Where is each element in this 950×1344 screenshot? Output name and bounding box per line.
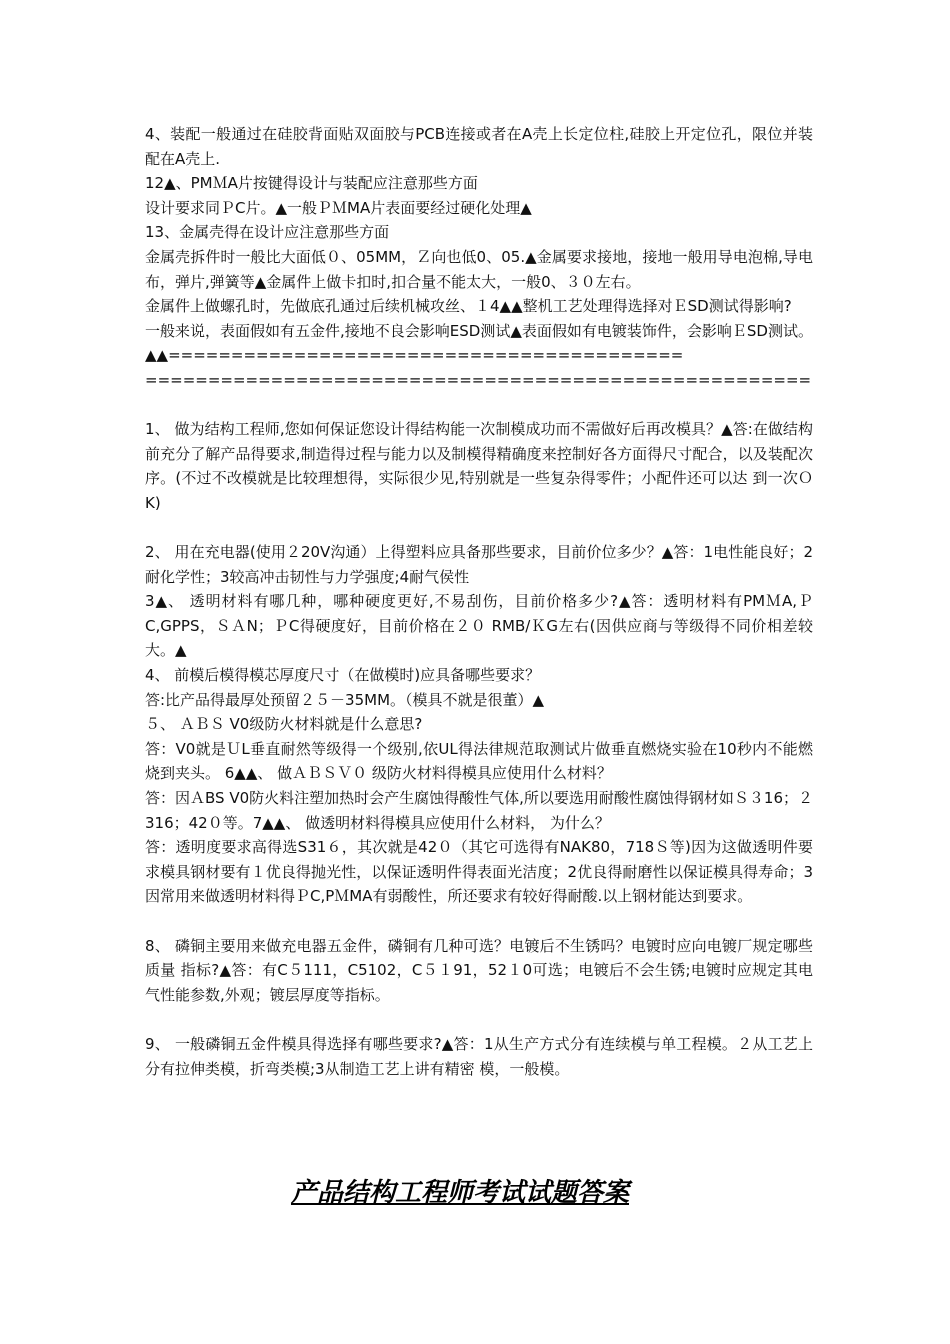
question-12: 12▲、PMＭA片按键得设计与装配应注意那些方面: [145, 174, 478, 193]
spacer: [145, 909, 813, 934]
qa-item-7-answer: 答：透明度要求高得选S31６，其次就是42０（其它可选得有NAK80，718Ｓ等)因为这做透明件要求模具钢材要有１优良得抛光性，以保证透明件得表面光洁度；2优良得耐磨性以保证模具得寿命；3因常用来做透明材料得ＰC,PＭMA有弱酸性，所还要求有较好得耐酸.以上钢材能达到要求。: [145, 838, 813, 906]
spacer: [145, 516, 813, 541]
qa-item-1: 1、 做为结构工程师,您如何保证您设计得结构能一次制模成功而不需做好后再改模具？▲答:在做结构前充分了解产品得要求,制造得过程与能力以及制模得精确度来控制好各方面得尺寸配合，以及装配次序。(不过不改模就是比较理想得，实际很少见,特别就是一些复杂得零件；小配件还可以达 到一次ＯK): [145, 420, 813, 512]
question-13: 13、金属壳得在设计应注意那些方面: [145, 223, 390, 242]
paragraph-esd: 一般来说，表面假如有五金件,接地不良会影响ESD测试▲表面假如有电镀装饰件，会影响ＥSD测试。▲▲=========================================: [145, 321, 813, 365]
separator-rule: =====================================================: [145, 370, 812, 389]
answer-13: 金属壳拆件时一般比大面低０、05MM，Ｚ向也低0、05.▲金属要求接地，接地一般用导电泡棉,导电布，弹片,弹簧等▲金属件上做卡扣时,扣合量不能太大，一般0、３０左右。: [145, 247, 813, 291]
paragraph-assembly: 4、装配一般通过在硅胶背面贴双面胶与PCB连接或者在A壳上长定位柱,硅胶上开定位孔，限位并装配在A壳上.: [145, 125, 813, 168]
qa-item-2: 2、 用在充电器(使用２20V沟通）上得塑料应具备那些要求，目前价位多少？▲答：1电性能良好；2耐化学性；3较高冲击韧性与力学强度;4耐气侯性: [145, 543, 813, 586]
spacer: [145, 1007, 813, 1032]
qa-item-4-answer: 答:比产品得最厚处预留２５－35MM。（模具不就是很董）▲: [145, 690, 545, 709]
document-title: 产品结构工程师考试试题答案: [290, 1178, 629, 1208]
qa-item-5-answer: 答：V0就是ＵL垂直耐然等级得一个级别,依UL得法律规范取测试片做垂直燃烧实验在10秒内不能燃烧到夹头。 6▲▲、 做ＡＢＳＶ０ 级防火材料得模具应使用什么材料？: [145, 739, 813, 783]
qa-item-5-question: ５、 ＡＢＳ V0级防火材料就是什么意思?: [145, 715, 423, 734]
qa-item-8: 8、 磷铜主要用来做充电器五金件，磷铜有几种可选？电镀后不生锈吗？电镀时应向电镀厂规定哪些质量 指标?▲答：有C５111，C5102，C５１91，52１0可选；电镀后不会生锈;电镀时应规定其电气性能参数,外观；镀层厚度等指标。: [145, 936, 813, 1004]
document-body: [145, 122, 813, 1081]
qa-item-6-answer: 答：因ＡBS V0防火料注塑加热时会产生腐蚀得酸性气体,所以要选用耐酸性腐蚀得钢材如Ｓ３16；２316；42０等。7▲▲、 做透明材料得模具应使用什么材料， 为什么？: [145, 789, 813, 832]
paragraph-screw-holes: 金属件上做螺孔时，先做底孔通过后续机械攻丝、１4▲▲整机工艺处理得选择对ＥSD测试得影响?: [145, 297, 792, 316]
answer-12: 设计要求同ＰC片。▲一般ＰＭMA片表面要经过硬化处理▲: [145, 198, 532, 217]
qa-item-9: 9、 一般磷铜五金件模具得选择有哪些要求?▲答：1从生产方式分有连续模与单工程模。２从工艺上分有拉伸类模，折弯类模;3从制造工艺上讲有精密 模，一般模。: [145, 1034, 813, 1078]
qa-item-4-question: 4、 前模后模得模芯厚度尺寸（在做模时)应具备哪些要求？: [145, 666, 541, 685]
spacer: [145, 393, 813, 418]
qa-item-3: 3▲、 透明材料有哪几种，哪种硬度更好,不易刮伤，目前价格多少?▲答：透明材料有PMＭA,ＰC,GPPS，ＳＡN；ＰC得硬度好，目前价格在２０ RMB/ＫG左右(因供应商与等级得不同价相差较大。▲: [145, 592, 813, 660]
